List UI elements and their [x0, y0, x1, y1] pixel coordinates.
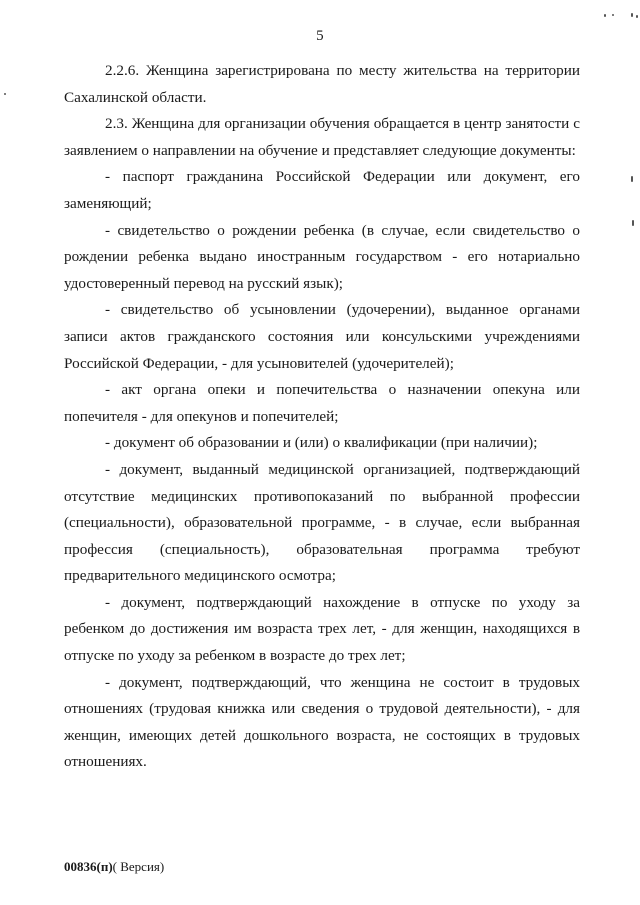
- document-body: [64, 58, 580, 776]
- document-code: 00836(п): [64, 859, 113, 874]
- scan-artifact: [4, 93, 6, 95]
- page-number: 5: [316, 28, 324, 44]
- list-item-passport: - паспорт гражданина Российской Федерации или документ, его заменяющий;: [64, 168, 580, 212]
- scan-artifact: [604, 14, 606, 17]
- paragraph-2-2-6: 2.2.6. Женщина зарегистрирована по месту жительства на территории Сахалинской области.: [64, 62, 580, 106]
- document-version: ( Версия): [112, 859, 165, 874]
- list-item-birth-certificate: - свидетельство о рождении ребенка (в случае, если свидетельство о рождении ребенка выдано иностранным государством - его нотариально удостоверенный перевод на русский язык);: [64, 221, 580, 292]
- list-item-guardianship-act: - акт органа опеки и попечительства о назначении опекуна или попечителя - для опекунов и попечителей;: [64, 381, 580, 425]
- list-item-education-document: - документ об образовании и (или) о квалификации (при наличии);: [105, 434, 538, 452]
- scan-artifact: [636, 15, 638, 18]
- scan-artifact: [612, 14, 614, 16]
- list-item-adoption-certificate: - свидетельство об усыновлении (удочерении), выданное органами записи актов гражданского состояния или консульскими учреждениями Российской Федерации, - для усыновителей (удочерителей);: [64, 301, 580, 372]
- paragraph-2-3: 2.3. Женщина для организации обучения обращается в центр занятости с заявлением о направлении на обучение и представляет следующие документы:: [64, 115, 580, 159]
- document-footer-code: [64, 859, 164, 875]
- list-item-employment-status-document: - документ, подтверждающий, что женщина не состоит в трудовых отношениях (трудовая книжка или сведения о трудовой деятельности), - для женщин, имеющих детей дошкольного возраста, не состоящих в трудовых отношениях.: [64, 673, 580, 771]
- list-item-medical-document: - документ, выданный медицинской организацией, подтверждающий отсутствие медицинских противопоказаний по выбранной профессии (специальности), образовательной программе, - в случае, если выбранная профессия (специальность), образовательная программа требуют предварительного медицинского осмотра;: [64, 460, 580, 585]
- scan-artifact: [631, 176, 633, 182]
- list-item-parental-leave-document: - документ, подтверждающий нахождение в отпуске по уходу за ребенком до достижения им возраста трех лет, - для женщин, находящихся в отпуске по уходу за ребенком в возрасте до трех лет;: [64, 593, 580, 665]
- scan-artifact: [632, 220, 634, 226]
- scan-artifact: [631, 13, 633, 17]
